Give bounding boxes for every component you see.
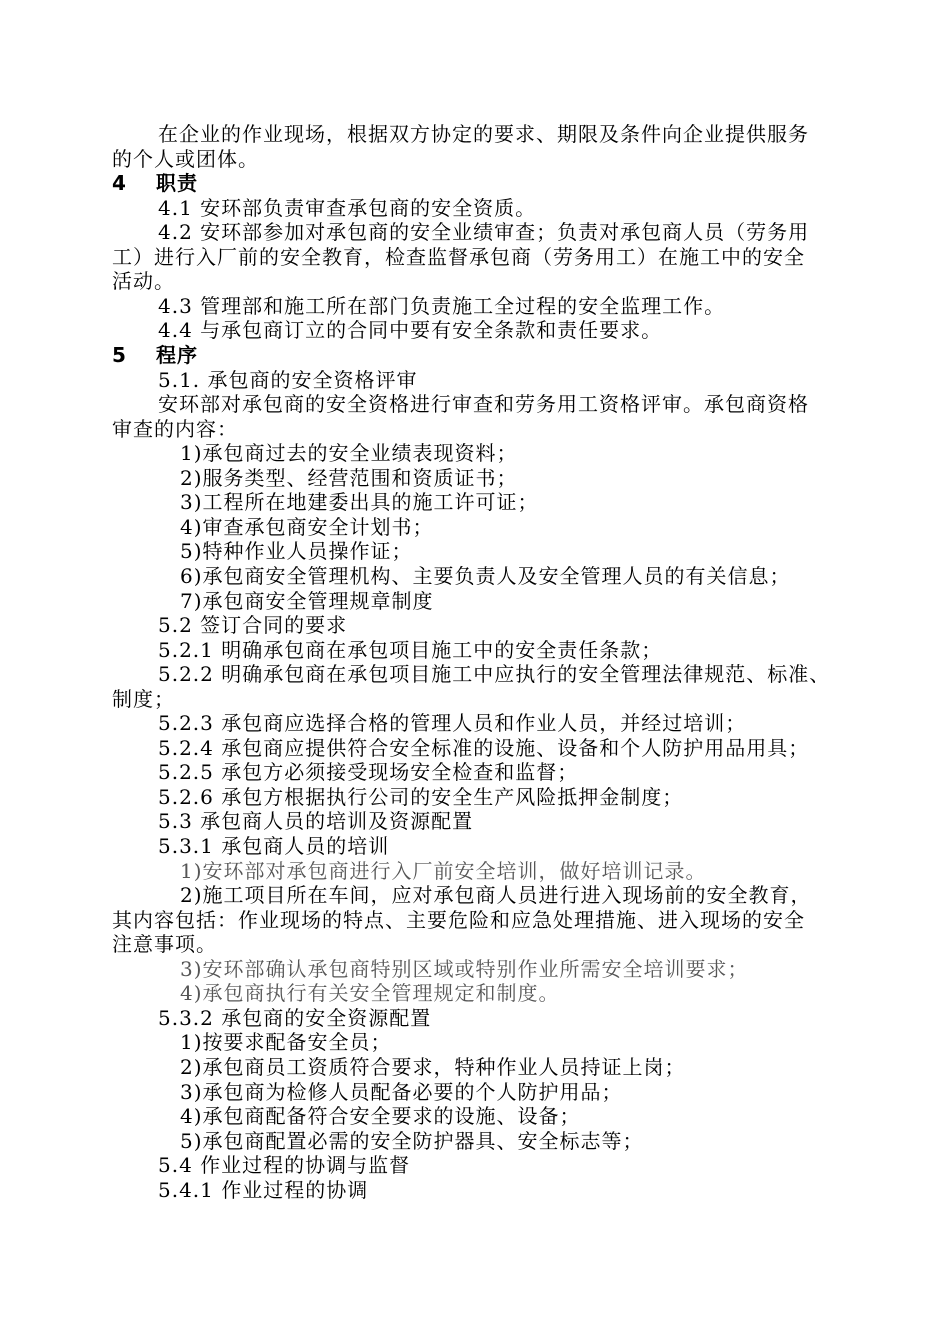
text-line: 4.1 安环部负责审查承包商的安全资质。 <box>158 195 537 220</box>
text-line: 1)安环部对承包商进行入厂前安全培训，做好培训记录。 <box>180 858 707 883</box>
section-heading <box>112 171 198 195</box>
section-title: 程序 <box>156 343 198 367</box>
text-line: 的个人或团体。 <box>112 146 259 171</box>
text-line: 5)特种作业人员操作证； <box>180 539 413 564</box>
text-line: 3)承包商为检修人员配备必要的个人防护用品； <box>180 1079 623 1104</box>
section-number: 5 <box>112 343 127 367</box>
text-line: 5.2.5 承包方必须接受现场安全检查和监督； <box>158 760 579 785</box>
text-line: 3)安环部确认承包商特别区域或特别作业所需安全培训要求； <box>180 956 749 981</box>
text-line: 1)承包商过去的安全业绩表现资料； <box>180 441 518 466</box>
text-line: 6)承包商安全管理机构、主要负责人及安全管理人员的有关信息； <box>180 563 791 588</box>
text-line: 活动。 <box>112 269 175 294</box>
text-line: 5.2 签订合同的要求 <box>158 613 348 637</box>
text-line: 制度； <box>112 686 175 711</box>
text-line: 5.4 作业过程的协调与监督 <box>158 1153 411 1178</box>
text-line: 在企业的作业现场，根据双方协定的要求、期限及条件向企业提供服务 <box>158 122 809 146</box>
section-title: 职责 <box>156 171 198 196</box>
text-line: 5.2.1 明确承包商在承包项目施工中的安全责任条款； <box>158 637 663 662</box>
text-line: 5.2.3 承包商应选择合格的管理人员和作业人员，并经过培训； <box>158 711 747 736</box>
text-line: 2)承包商员工资质符合要求，特种作业人员持证上岗； <box>180 1054 686 1079</box>
text-line: 5.1. 承包商的安全资格评审 <box>158 367 418 392</box>
text-line: 4)审查承包商安全计划书； <box>180 514 434 539</box>
text-line: 5.3.2 承包商的安全资源配置 <box>158 1005 432 1030</box>
text-line: 5.3 承包商人员的培训及资源配置 <box>158 809 474 834</box>
text-line: 4)承包商配备符合安全要求的设施、设备； <box>180 1104 581 1128</box>
text-line: 3)工程所在地建委出具的施工许可证； <box>180 490 539 515</box>
text-line: 工）进行入厂前的安全教育，检查监督承包商（劳务用工）在施工中的安全 <box>112 244 805 269</box>
text-line: 4.2 安环部参加对承包商的安全业绩审查；负责对承包商人员（劳务用 <box>158 220 810 245</box>
text-line: 4.4 与承包商订立的合同中要有安全条款和责任要求。 <box>158 318 663 343</box>
text-line: 其内容包括：作业现场的特点、主要危险和应急处理措施、进入现场的安全 <box>112 907 805 932</box>
text-line: 5.3.1 承包商人员的培训 <box>158 834 390 858</box>
text-line: 5.4.1 作业过程的协调 <box>158 1177 369 1202</box>
text-line: 5.2.4 承包商应提供符合安全标准的设施、设备和个人防护用品用具； <box>158 735 810 760</box>
text-line: 2)服务类型、经营范围和资质证书； <box>180 465 518 490</box>
text-line: 安环部对承包商的安全资格进行审查和劳务用工资格评审。承包商资格 <box>158 392 809 417</box>
text-line: 2)施工项目所在车间，应对承包商人员进行进入现场前的安全教育， <box>180 883 812 908</box>
text-line: 5)承包商配置必需的安全防护器具、安全标志等； <box>180 1128 644 1153</box>
text-line: 7)承包商安全管理规章制度 <box>180 588 434 613</box>
text-line: 审查的内容： <box>112 416 238 441</box>
text-line: 5.2.6 承包方根据执行公司的安全生产风险抵押金制度； <box>158 784 684 809</box>
section-number: 4 <box>112 171 127 196</box>
text-line: 1)按要求配备安全员； <box>180 1030 392 1055</box>
text-line: 4.3 管理部和施工所在部门负责施工全过程的安全监理工作。 <box>158 293 726 318</box>
text-line: 4)承包商执行有关安全管理规定和制度。 <box>180 981 560 1006</box>
text-line: 5.2.2 明确承包商在承包项目施工中应执行的安全管理法律规范、标准、 <box>158 662 831 687</box>
section-heading <box>112 343 198 367</box>
text-line: 注意事项。 <box>112 932 217 957</box>
